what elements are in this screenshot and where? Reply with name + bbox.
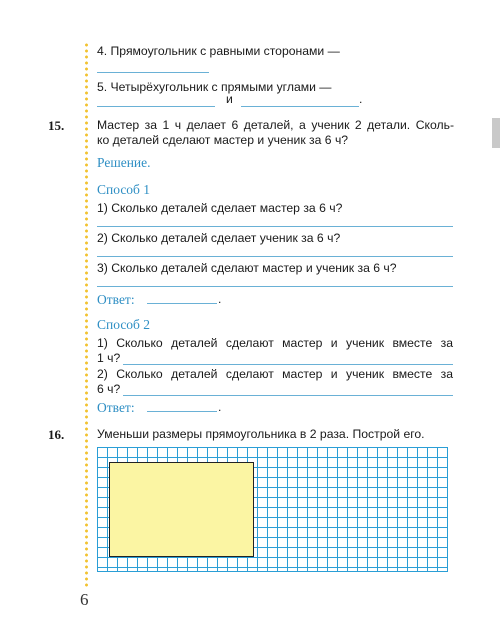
task-16-text: Уменьши размеры прямоугольника в 2 раза. Построй его. — [97, 427, 425, 441]
method-2-answer-line-2[interactable] — [123, 395, 453, 396]
item-5-answer-line-2[interactable] — [241, 106, 359, 107]
method-1-question-1: 1) Сколько деталей сделает мастер за 6 ч? — [97, 201, 343, 215]
method-2-question-1-line-1: 1) Сколько деталей сделают мастер и ученик вместе за — [97, 336, 453, 350]
method-1-answer-line-1[interactable] — [97, 226, 453, 227]
method-1-answer-line-3[interactable] — [97, 286, 453, 287]
task-16-number: 16. — [48, 427, 65, 442]
side-tab — [492, 118, 500, 148]
method-2-heading: Способ 2 — [97, 317, 151, 332]
task-15-text-line-2: ко деталей сделают мастер и ученик за 6 ч? — [97, 133, 349, 147]
answer-line-1[interactable] — [147, 303, 217, 304]
answer-dot-1: . — [218, 292, 222, 306]
task-15-number: 15. — [48, 118, 65, 133]
method-2-question-1-line-2: 1 ч? — [97, 351, 121, 365]
item-5-dot: . — [359, 92, 363, 106]
and-word: и — [226, 92, 233, 106]
method-1-question-2: 2) Сколько деталей сделает ученик за 6 ч? — [97, 231, 341, 245]
margin-dots-decoration — [85, 42, 88, 587]
answer-label-2: Ответ: — [97, 400, 135, 415]
method-1-answer-line-2[interactable] — [97, 256, 453, 257]
method-2-question-2-line-1: 2) Сколько деталей сделают мастер и ученик вместе за — [97, 367, 453, 381]
answer-label-1: Ответ: — [97, 292, 135, 307]
method-2-answer-line-1[interactable] — [123, 364, 453, 365]
solution-heading: Решение. — [97, 155, 151, 170]
answer-dot-2: . — [218, 400, 222, 414]
item-4-text: 4. Прямоугольник с равными сторонами — — [97, 44, 340, 58]
page-number: 6 — [80, 590, 89, 609]
method-1-heading: Способ 1 — [97, 182, 151, 197]
yellow-rectangle — [109, 462, 254, 557]
method-2-question-2-line-2: 6 ч? — [97, 382, 121, 396]
answer-line-2[interactable] — [147, 411, 217, 412]
method-1-question-3: 3) Сколько деталей сделают мастер и ученик за 6 ч? — [97, 261, 397, 275]
item-5-answer-line-1[interactable] — [97, 106, 215, 107]
task-15-text-line-1: Мастер за 1 ч делает 6 деталей, а ученик 2 детали. Сколь- — [97, 118, 454, 132]
item-5-text: 5. Четырёхугольник с прямыми углами — — [97, 80, 332, 94]
item-4-answer-line[interactable] — [97, 72, 209, 73]
